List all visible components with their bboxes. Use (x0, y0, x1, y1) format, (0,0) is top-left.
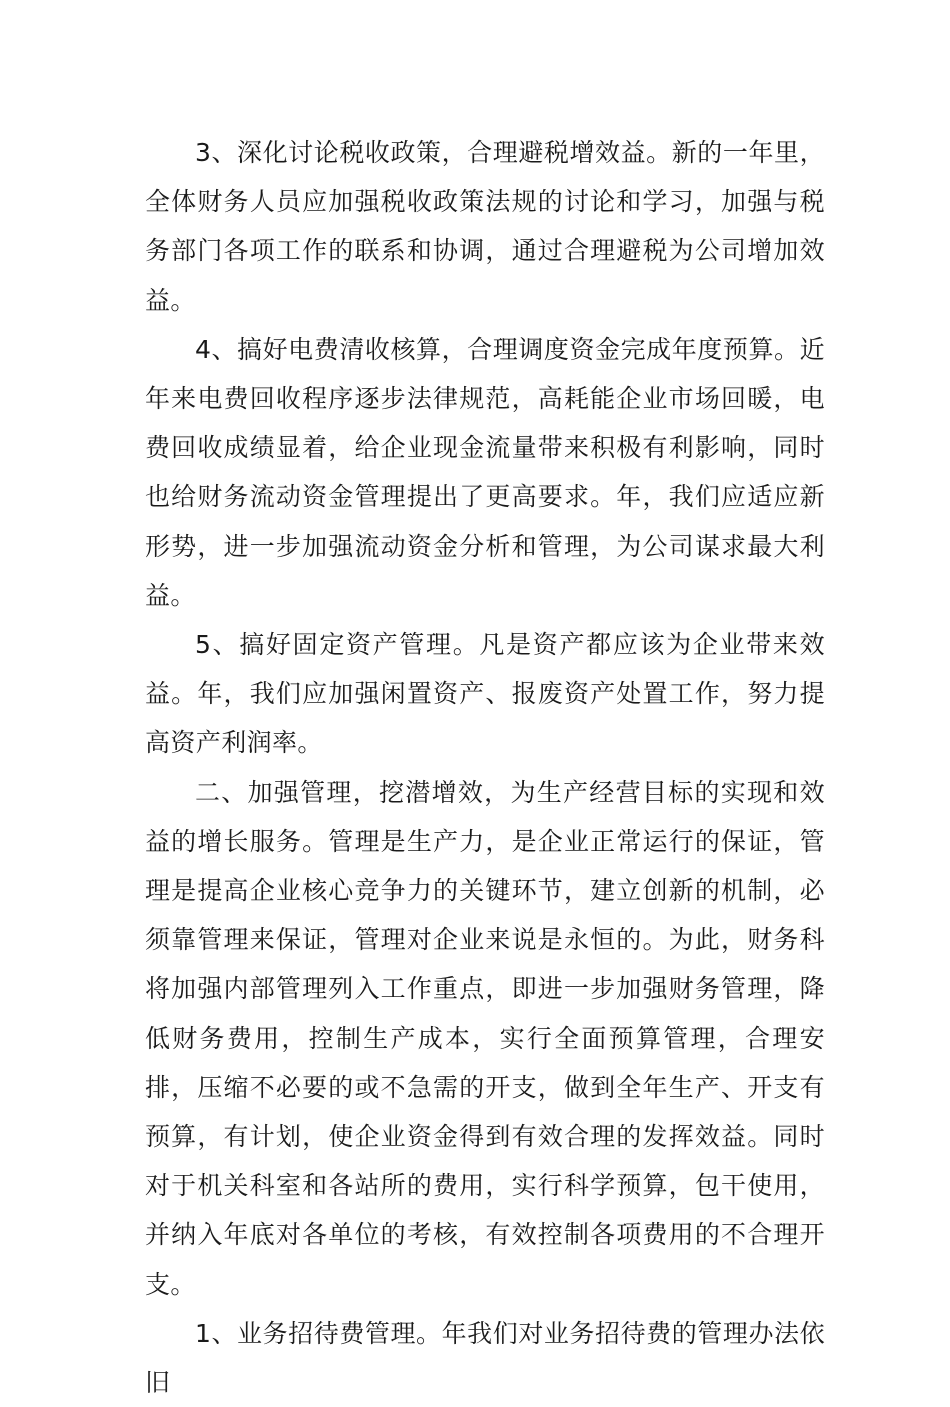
paragraph-electricity-fees: 4、搞好电费清收核算，合理调度资金完成年度预算。近年来电费回收程序逐步法律规范，高耗能企业市场回暖，电费回收成绩显着，给企业现金流量带来积极有利影响，同时也给财务流动资金管理提出了更高要求。年，我们应适应新形势，进一步加强流动资金分析和管理，为公司谋求最大利益。 (145, 334, 825, 610)
paragraph-tax-policy: 3、深化讨论税收政策，合理避税增效益。新的一年里，全体财务人员应加强税收政策法规的讨论和学习，加强与税务部门各项工作的联系和协调，通过合理避税为公司增加效益。 (145, 138, 825, 315)
paragraph-hospitality-expenses: 1、业务招待费管理。年我们对业务招待费的管理办法依旧 (145, 1318, 825, 1398)
paragraph-fixed-assets: 5、搞好固定资产管理。凡是资产都应该为企业带来效益。年，我们应加强闲置资产、报废资产处置工作，努力提高资产利润率。 (145, 630, 825, 758)
document-body (145, 128, 825, 1407)
paragraph-management: 二、加强管理，挖潜增效，为生产经营目标的实现和效益的增长服务。管理是生产力，是企业正常运行的保证，管理是提高企业核心竞争力的关键环节，建立创新的机制，必须靠管理来保证，管理对企业来说是永恒的。为此，财务科将加强内部管理列入工作重点，即进一步加强财务管理，降低财务费用，控制生产成本，实行全面预算管理，合理安排，压缩不必要的或不急需的开支，做到全年生产、开支有预算，有计划，使企业资金得到有效合理的发挥效益。同时对于机关科室和各站所的费用，实行科学预算，包干使用，并纳入年底对各单位的考核，有效控制各项费用的不合理开支。 (145, 777, 825, 1299)
